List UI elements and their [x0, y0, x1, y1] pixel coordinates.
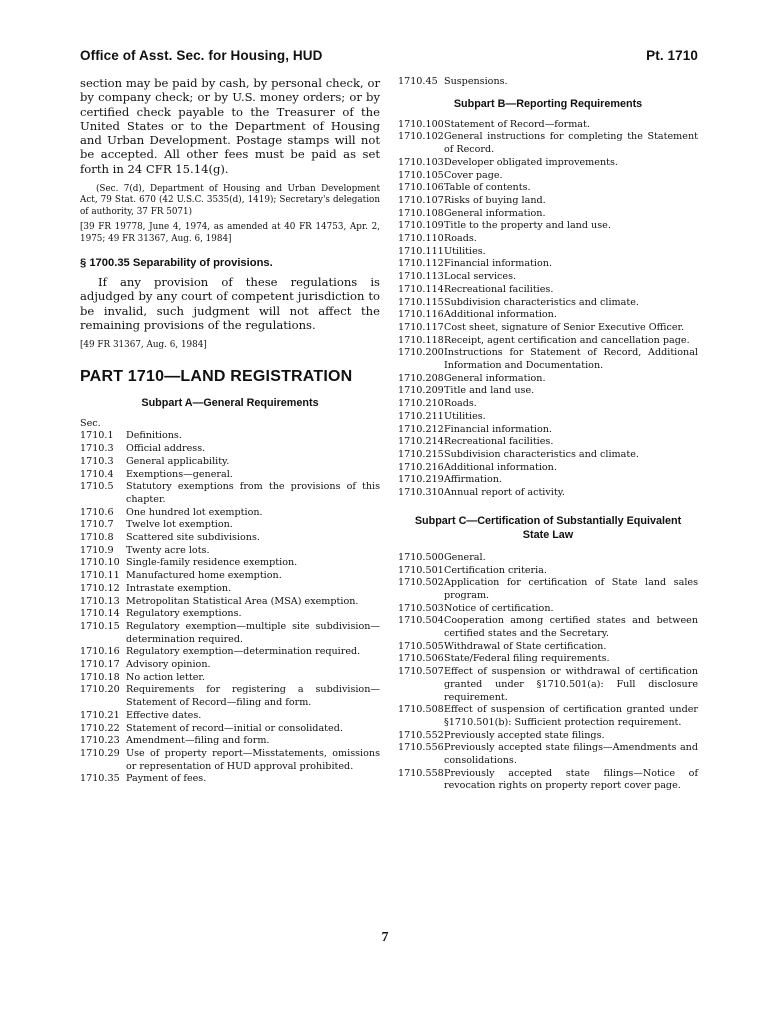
toc-entry-number: 1710.115 — [398, 296, 444, 308]
toc-entry-number: 1710.112 — [398, 258, 444, 270]
toc-entry-title: Table of contents. — [444, 182, 531, 194]
toc-entry-title: Notice of certification. — [444, 602, 554, 614]
right-column — [398, 76, 698, 793]
toc-entry — [398, 271, 698, 284]
toc-entry-number: 1710.4 — [80, 468, 114, 480]
toc-entry-title: Statement of record—initial or consolidated. — [126, 722, 343, 734]
toc-entry-title: Use of property report—Misstatements, omissions or representation of HUD approval prohibited. — [126, 747, 380, 772]
toc-entry-title: Affirmation. — [444, 474, 502, 486]
toc-entry-number: 1710.118 — [398, 334, 444, 346]
toc-entry — [398, 373, 698, 386]
subpart-c-heading: Subpart C—Certification of Substantially Equivalent State Law — [414, 514, 682, 541]
toc-entry-title: Title and land use. — [444, 385, 535, 397]
toc-entry — [398, 182, 698, 195]
toc-entry-title: Cover page. — [444, 169, 503, 181]
toc-entry — [80, 570, 380, 583]
toc-entry — [80, 608, 380, 621]
toc-entry-number: 1710.15 — [80, 620, 120, 632]
toc-entry-title: Cost sheet, signature of Senior Executive Officer. — [444, 321, 685, 333]
toc-entry — [398, 195, 698, 208]
subpart-a-contents — [80, 430, 380, 786]
running-header-agency: Office of Asst. Sec. for Housing, HUD — [80, 48, 323, 63]
toc-entry — [398, 398, 698, 411]
toc-entry-number: 1710.13 — [80, 595, 120, 607]
toc-entry-number: 1710.508 — [398, 704, 444, 716]
toc-entry — [80, 430, 380, 443]
toc-entry-title: Metropolitan Statistical Area (MSA) exemption. — [126, 595, 359, 607]
toc-entry-number: 1710.215 — [398, 448, 444, 460]
history-note: [49 FR 31367, Aug. 6, 1984] — [80, 340, 207, 351]
toc-entry-title: Intrastate exemption. — [126, 582, 232, 594]
toc-entry — [398, 246, 698, 259]
toc-entry-title: Utilities. — [444, 410, 486, 422]
part-heading: PART 1710—LAND REGISTRATION — [80, 367, 353, 385]
toc-entry-number: 1710.6 — [80, 506, 114, 518]
toc-entry — [398, 474, 698, 487]
toc-entry-number: 1710.17 — [80, 659, 120, 671]
toc-entry — [398, 335, 698, 348]
toc-entry — [398, 641, 698, 654]
toc-entry — [398, 577, 698, 602]
toc-entry-number: 1710.310 — [398, 487, 444, 499]
subpart-b-heading: Subpart B—Reporting Requirements — [453, 97, 643, 110]
toc-entry — [80, 723, 380, 736]
toc-entry — [398, 297, 698, 310]
toc-entry-number: 1710.552 — [398, 729, 444, 741]
toc-entry-title: Developer obligated improvements. — [444, 156, 618, 168]
toc-entry — [398, 208, 698, 221]
toc-entry — [398, 119, 698, 132]
toc-entry — [80, 545, 380, 558]
toc-entry — [398, 666, 698, 704]
toc-entry-title: Regulatory exemptions. — [126, 608, 242, 620]
toc-entry-title: General. — [444, 551, 486, 563]
toc-entry — [398, 462, 698, 475]
toc-entry-number: 1710.111 — [398, 245, 444, 257]
toc-entry-number: 1710.212 — [398, 423, 444, 435]
toc-entry-title: Exemptions—general. — [126, 468, 233, 480]
toc-entry-number: 1710.12 — [80, 582, 120, 594]
toc-entry-number: 1710.29 — [80, 747, 120, 759]
toc-entry-number: 1710.45 — [398, 76, 438, 87]
toc-entry-title: Single-family residence exemption. — [126, 557, 298, 569]
toc-entry-title: Previously accepted state filings. — [444, 729, 605, 741]
toc-entry-number: 1710.5 — [80, 481, 114, 493]
toc-entry-title: Amendment—filing and form. — [126, 735, 270, 747]
toc-entry-number: 1710.16 — [80, 646, 120, 658]
toc-entry — [80, 710, 380, 723]
subpart-c-contents — [398, 552, 698, 793]
toc-entry — [398, 411, 698, 424]
toc-entry-title: Subdivision characteristics and climate. — [444, 448, 639, 460]
subpart-b-contents — [398, 119, 698, 500]
toc-entry-number: 1710.106 — [398, 182, 444, 194]
toc-entry-number: 1710.107 — [398, 194, 444, 206]
toc-entry-title: Annual report of activity. — [444, 487, 565, 499]
toc-entry-title: Statement of Record—format. — [444, 118, 590, 130]
toc-entry — [398, 233, 698, 246]
toc-entry-number: 1710.208 — [398, 372, 444, 384]
toc-entry — [398, 258, 698, 271]
toc-entry — [80, 507, 380, 520]
toc-entry-title: Risks of buying land. — [444, 194, 546, 206]
toc-entry — [398, 730, 698, 743]
toc-entry — [398, 552, 698, 565]
toc-entry-title: Previously accepted state filings—Notice of revocation rights on property report cover page. — [444, 767, 698, 792]
toc-entry-number: 1710.20 — [80, 684, 120, 696]
toc-entry-number: 1710.505 — [398, 640, 444, 652]
toc-entry-number: 1710.1 — [80, 430, 114, 442]
toc-entry-number: 1710.110 — [398, 233, 444, 245]
toc-entry — [80, 596, 380, 609]
toc-entry-title: Definitions. — [126, 430, 182, 442]
toc-entry — [80, 481, 380, 506]
toc-entry — [398, 603, 698, 616]
toc-entry — [80, 469, 380, 482]
toc-entry — [80, 519, 380, 532]
toc-entry — [80, 735, 380, 748]
toc-entry-number: 1710.507 — [398, 666, 444, 678]
history-note: [39 FR 19778, June 4, 1974, as amended at 40 FR 14753, Apr. 2, 1975; 49 FR 31367, Aug. 6, 1984] — [80, 222, 380, 244]
toc-entry-number: 1710.7 — [80, 519, 114, 531]
toc-entry — [398, 424, 698, 437]
toc-entry-number: 1710.117 — [398, 321, 444, 333]
toc-entry-title: Scattered site subdivisions. — [126, 532, 260, 544]
toc-entry-number: 1710.500 — [398, 551, 444, 563]
toc-entry-title: Payment of fees. — [126, 773, 207, 785]
toc-entry-number: 1710.108 — [398, 207, 444, 219]
toc-entry-number: 1710.211 — [398, 410, 444, 422]
toc-entry-title: Advisory opinion. — [126, 659, 211, 671]
toc-entry — [80, 684, 380, 709]
section-heading: § 1700.35 Separability of provisions. — [80, 257, 273, 270]
toc-entry — [398, 76, 698, 89]
toc-entry — [80, 672, 380, 685]
toc-entry — [398, 284, 698, 297]
toc-entry-number: 1710.116 — [398, 309, 444, 321]
toc-entry-title: Cooperation among certified states and between certified states and the Secretary. — [444, 615, 698, 640]
toc-entry-number: 1710.100 — [398, 118, 444, 130]
toc-entry-title: Twelve lot exemption. — [126, 519, 233, 531]
toc-entry-title: Title to the property and land use. — [444, 220, 611, 232]
toc-entry-number: 1710.11 — [80, 570, 120, 582]
toc-entry-title: General instructions for completing the Statement of Record. — [444, 131, 698, 156]
toc-entry — [398, 565, 698, 578]
toc-entry-title: Effect of suspension of certification granted under §1710.501(b): Sufficient protection requirement. — [444, 704, 698, 728]
toc-entry-number: 1710.23 — [80, 735, 120, 747]
toc-entry-number: 1710.14 — [80, 608, 120, 620]
authority-note: (Sec. 7(d), Department of Housing and Urban Development Act, 79 Stat. 670 (42 U.S.C. 3535(d), 1419); Secretary's delegation of authority, 37 FR 5071) — [80, 184, 380, 217]
toc-entry-number: 1710.3 — [80, 443, 114, 455]
toc-entry — [398, 309, 698, 322]
toc-entry-title: Local services. — [444, 271, 517, 283]
toc-entry-title: Statutory exemptions from the provisions of this chapter. — [126, 481, 380, 505]
toc-entry-number: 1710.219 — [398, 474, 444, 486]
sec-label: Sec. — [80, 417, 101, 429]
continued-paragraph: section may be paid by cash, by personal check, or by company check; or by U.S. money orders; or by certified check payable to the Treasurer of the United States or to the Department of Housing and Urban Development. Postage stamps will not be accepted. All other fees must be paid as set forth in 24 CFR 15.14(g). — [80, 76, 380, 176]
toc-entry-number: 1710.558 — [398, 767, 444, 779]
left-column — [80, 76, 380, 786]
toc-entry — [398, 385, 698, 398]
toc-entry — [398, 449, 698, 462]
toc-entry-number: 1710.556 — [398, 742, 444, 754]
toc-entry-number: 1710.21 — [80, 709, 120, 721]
toc-entry-number: 1710.113 — [398, 271, 444, 283]
toc-entry-number: 1710.506 — [398, 653, 444, 665]
toc-entry-title: Additional information. — [444, 461, 557, 473]
toc-entry-number: 1710.8 — [80, 532, 114, 544]
toc-entry-number: 1710.200 — [398, 347, 444, 359]
toc-entry — [398, 157, 698, 170]
toc-entry-title: Regulatory exemption—multiple site subdivision—determination required. — [126, 620, 380, 645]
toc-entry — [80, 456, 380, 469]
toc-entry — [80, 659, 380, 672]
toc-entry-number: 1710.501 — [398, 564, 444, 576]
toc-entry-title: Receipt, agent certification and cancellation page. — [444, 334, 690, 346]
toc-entry — [80, 621, 380, 646]
toc-entry — [398, 347, 698, 372]
toc-entry-title: Financial information. — [444, 258, 552, 270]
toc-entry — [80, 443, 380, 456]
toc-entry-number: 1710.503 — [398, 602, 444, 614]
toc-entry-title: General information. — [444, 372, 546, 384]
toc-entry-number: 1710.102 — [398, 131, 444, 143]
toc-entry-title: Recreational facilities. — [444, 436, 554, 448]
toc-entry — [398, 487, 698, 500]
toc-entry — [398, 220, 698, 233]
toc-entry-number: 1710.3 — [80, 455, 114, 467]
toc-entry-title: Financial information. — [444, 423, 552, 435]
toc-entry-number: 1710.502 — [398, 577, 444, 589]
toc-entry-title: Requirements for registering a subdivision—Statement of Record—filing and form. — [126, 684, 380, 709]
toc-entry-title: Additional information. — [444, 309, 557, 321]
toc-entry-title: General information. — [444, 207, 546, 219]
toc-entry-number: 1710.210 — [398, 398, 444, 410]
toc-entry-number: 1710.9 — [80, 544, 114, 556]
toc-entry-title: Official address. — [126, 443, 206, 455]
toc-entry-number: 1710.114 — [398, 283, 444, 295]
toc-entry-number: 1710.22 — [80, 722, 120, 734]
toc-entry-title: Application for certification of State land sales program. — [444, 577, 698, 601]
toc-entry-title: Effect of suspension or withdrawal of certification granted under §1710.501(a): Full disclosure requirement. — [444, 666, 698, 703]
page-number: 7 — [381, 930, 389, 945]
toc-entry-title: General applicability. — [126, 455, 230, 467]
toc-entry-title: Utilities. — [444, 245, 486, 257]
toc-entry-title: Withdrawal of State certification. — [444, 640, 607, 652]
toc-entry-title: Recreational facilities. — [444, 283, 554, 295]
toc-entry — [398, 704, 698, 729]
toc-entry — [80, 583, 380, 596]
toc-entry-title: Suspensions. — [444, 76, 508, 87]
toc-entry-title: One hundred lot exemption. — [126, 506, 263, 518]
toc-entry-title: Subdivision characteristics and climate. — [444, 296, 639, 308]
toc-entry-title: Previously accepted state filings—Amendments and consolidations. — [444, 742, 698, 767]
toc-entry — [398, 322, 698, 335]
subpart-a-heading: Subpart A—General Requirements — [141, 396, 319, 409]
toc-entry-number: 1710.10 — [80, 557, 120, 569]
toc-entry — [398, 768, 698, 793]
toc-entry-title: No action letter. — [126, 671, 205, 683]
toc-entry-title: Certification criteria. — [444, 564, 547, 576]
toc-entry-title: State/Federal filing requirements. — [444, 653, 610, 665]
toc-entry-title: Roads. — [444, 398, 477, 410]
toc-entry-number: 1710.105 — [398, 169, 444, 181]
toc-entry — [80, 557, 380, 570]
toc-entry-number: 1710.209 — [398, 385, 444, 397]
toc-entry — [398, 170, 698, 183]
toc-entry-title: Twenty acre lots. — [126, 544, 210, 556]
toc-entry — [398, 653, 698, 666]
toc-entry-number: 1710.18 — [80, 671, 120, 683]
toc-entry — [80, 646, 380, 659]
toc-entry-title: Effective dates. — [126, 709, 202, 721]
toc-entry-number: 1710.35 — [80, 773, 120, 785]
toc-entry — [80, 532, 380, 545]
toc-entry-number: 1710.504 — [398, 615, 444, 627]
toc-entry — [80, 773, 380, 786]
toc-entry-title: Manufactured home exemption. — [126, 570, 282, 582]
toc-entry — [398, 436, 698, 449]
running-header-part: Pt. 1710 — [646, 48, 698, 63]
toc-entry-number: 1710.103 — [398, 156, 444, 168]
toc-entry — [80, 748, 380, 773]
toc-entry-title: Roads. — [444, 233, 477, 245]
toc-entry-number: 1710.216 — [398, 461, 444, 473]
toc-entry-title: Regulatory exemption—determination required. — [126, 646, 361, 658]
toc-entry — [398, 742, 698, 767]
toc-entry — [398, 615, 698, 640]
toc-entry-number: 1710.109 — [398, 220, 444, 232]
separability-paragraph: If any provision of these regulations is adjudged by any court of competent jurisdiction to be invalid, such judgment will not affect the remaining provisions of the regulations. — [80, 275, 380, 332]
toc-entry-title: Instructions for Statement of Record, Additional Information and Documentation. — [444, 347, 698, 372]
toc-entry-number: 1710.214 — [398, 436, 444, 448]
toc-entry — [398, 131, 698, 156]
